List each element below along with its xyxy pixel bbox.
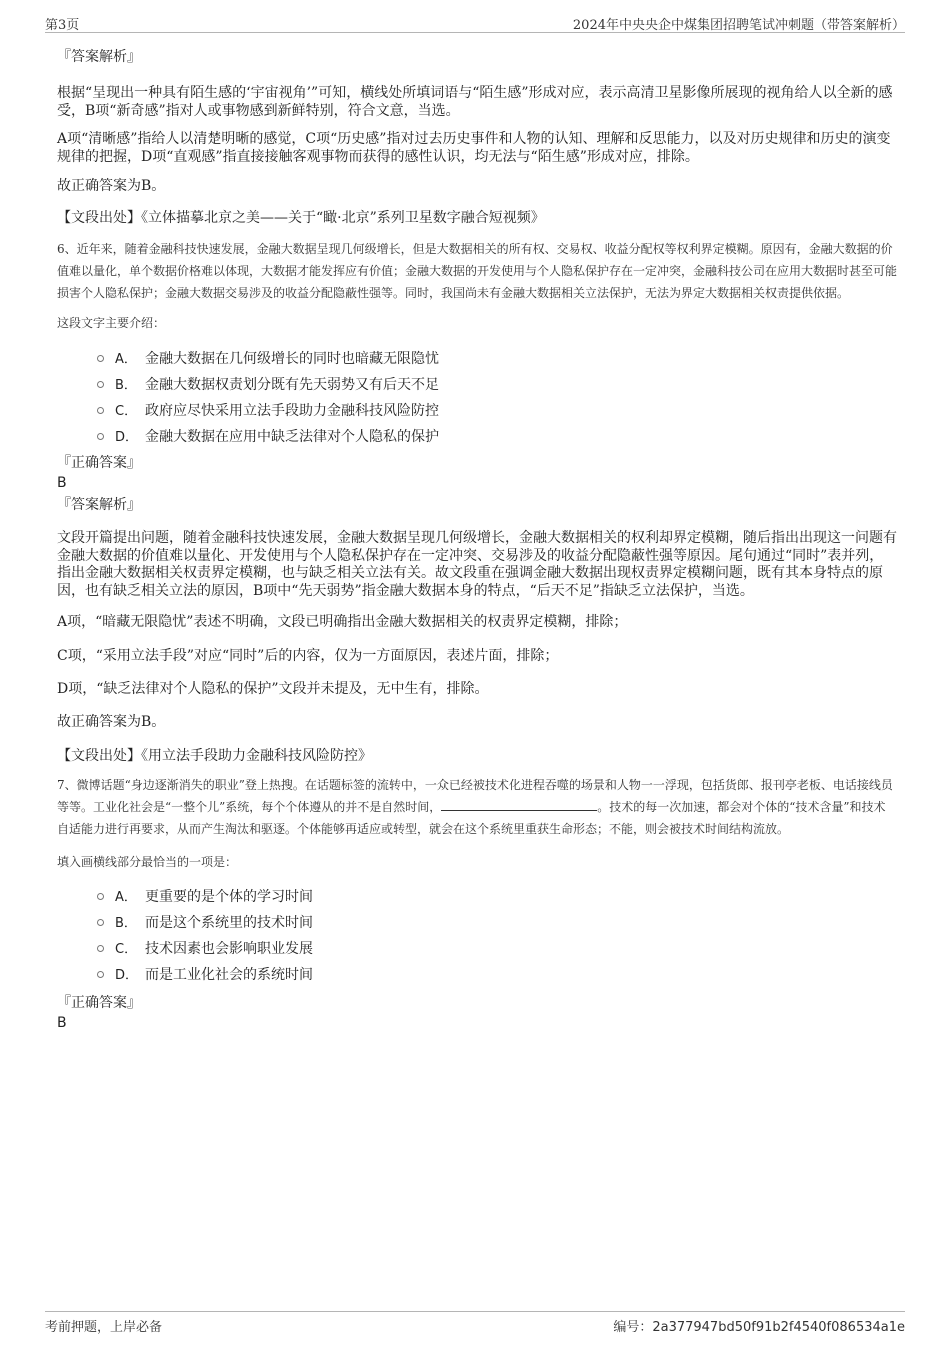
q6-stem: 6、近年来，随着金融科技快速发展，金融大数据呈现几何级增长，但是大数据相关的所有权、交易权、收益分配权等权利界定模糊。原因有，金融大数据的价值难以量化，单个数据价格难以体现，大数据才能发挥应有价值；金融大数据的开发使用与个人隐私保护存在一定冲突，金融科技公司在应用大数据时甚至可能损害个人隐私保护；金融大数据交易涉及的收益分配隐蔽性强等。同时，我国尚未有金融大数据相关立法保护，无法为界定大数据相关权责提供依据。 (57, 242, 898, 300)
radio-icon[interactable] (97, 381, 104, 388)
q6-prompt: 这段文字主要介绍： (57, 316, 166, 330)
q6-option-c[interactable]: C． 政府应尽快采用立法手段助力金融科技风险防控 (57, 397, 897, 423)
q6-option-a[interactable]: A． 金融大数据在几何级增长的同时也暗藏无限隐忧 (57, 345, 897, 371)
q6-analysis-label: 『答案解析』 (57, 497, 141, 513)
q6-answer-label: 『正确答案』 (57, 455, 141, 471)
q6-option-d[interactable]: D． 金融大数据在应用中缺乏法律对个人隐私的保护 (57, 423, 897, 449)
document-title: 2024年中央央企中煤集团招聘笔试冲刺题（带答案解析） (572, 18, 905, 33)
q5-analysis-paragraph-1: 根据“呈现出一种具有陌生感的‘宇宙视角’”可知，横线处所填词语与“陌生感”形成对应，表示高清卫星影像所展现的视角给人以全新的感受，B项“新奇感”指对人或事物感到新鲜特别，符合文意，当选。 (57, 85, 893, 119)
q6-analysis-paragraph-1: 文段开篇提出问题，随着金融科技快速发展，金融大数据呈现几何级增长，金融大数据相关的权利却界定模糊，随后指出出现这一问题有金融大数据的价值难以量化、开发使用与个人隐私保护存在一定冲突、交易涉及的收益分配隐蔽性强等原因。尾句通过“同时”表并列，指出金融大数据相关权责界定模糊，也与缺乏相关立法有关。故文段重在强调金融大数据出现权责界定模糊问题，既有其本身特点的原因，也有缺乏相关立法的原因，B项中“先天弱势”指金融大数据本身的特点，“后天不足”指缺乏立法保护，当选。 (57, 530, 897, 599)
code-value: 2a377947bd50f91b2f4540f086534a1e (652, 1320, 905, 1335)
radio-icon[interactable] (97, 433, 104, 440)
q6-analysis-option-c: C项，“采用立法手段”对应“同时”后的内容，仅为一方面原因，表述片面，排除； (57, 647, 559, 664)
page-content (57, 44, 897, 1033)
code-label: 编号： (613, 1320, 653, 1335)
q7-stem-after: 。技术的每一次加速，都会对个体的“技术含量”和技术自适能力进行再要求，从而产生淘汰和驱逐。个体能够再适应或转型，就会在这个系统里重获生命形态；不能，则会被技术时间结构流放。 (57, 799, 886, 836)
q7-option-d[interactable]: D． 而是工业化社会的系统时间 (57, 961, 897, 987)
q7-answer-label: 『正确答案』 (57, 994, 141, 1011)
q6-conclusion: 故正确答案为B。 (57, 713, 166, 730)
radio-icon[interactable] (97, 407, 104, 414)
q6-options (57, 345, 897, 449)
q6-analysis-option-a: A项，“暗藏无限隐忧”表述不明确，文段已明确指出金融大数据相关的权责界定模糊，排除； (57, 614, 628, 630)
q5-conclusion: 故正确答案为B。 (57, 178, 166, 194)
q7-stem-before: 7、微博话题“身边逐渐消失的职业”登上热搜。在话题标签的流转中，一众已经被技术化进程吞噬的场景和人物一一浮现，包括货郎、报刊亭老板、电话接线员等等。工业化社会是“一整个儿”系统，每个个体遵从的并不是自然时间， (57, 777, 893, 814)
radio-icon[interactable] (97, 945, 104, 952)
radio-icon[interactable] (97, 893, 104, 900)
q7-options (57, 883, 897, 987)
q6-option-b[interactable]: B． 金融大数据权责划分既有先天弱势又有后天不足 (57, 371, 897, 397)
q6-source: 【文段出处】《用立法手段助力金融科技风险防控》 (57, 747, 372, 764)
q6-answer: B (57, 475, 67, 491)
q7-option-b[interactable]: B． 而是这个系统里的技术时间 (57, 909, 897, 935)
q6-analysis-option-d: D项，“缺乏法律对个人隐私的保护”文段并未提及，无中生有，排除。 (57, 681, 489, 697)
q7-option-c[interactable]: C． 技术因素也会影响职业发展 (57, 935, 897, 961)
radio-icon[interactable] (97, 971, 104, 978)
q7-stem (57, 774, 897, 840)
footer-slogan: 考前押题，上岸必备 (45, 1320, 163, 1335)
radio-icon[interactable] (97, 355, 104, 362)
q7-option-a[interactable]: A． 更重要的是个体的学习时间 (57, 883, 897, 909)
q5-analysis-label: 『答案解析』 (57, 49, 141, 65)
fill-in-blank (441, 797, 597, 811)
radio-icon[interactable] (97, 919, 104, 926)
page-header (45, 10, 905, 33)
page-number: 第3页 (45, 18, 80, 33)
q5-source: 【文段出处】《立体描摹北京之美——关于“瞰·北京”系列卫星数字融合短视频》 (57, 210, 545, 226)
q7-answer: B (57, 1014, 67, 1031)
page-footer (45, 1311, 905, 1336)
document-code (613, 1316, 905, 1335)
q5-analysis-paragraph-2: A项“清晰感”指给人以清楚明晰的感觉，C项“历史感”指对过去历史事件和人物的认知、理解和反思能力，以及对历史规律和历史的演变规律的把握，D项“直观感”指直接接触客观事物而获得的感性认识，均无法与“陌生感”形成对应，排除。 (57, 131, 891, 165)
q7-prompt: 填入画横线部分最恰当的一项是： (57, 854, 238, 869)
